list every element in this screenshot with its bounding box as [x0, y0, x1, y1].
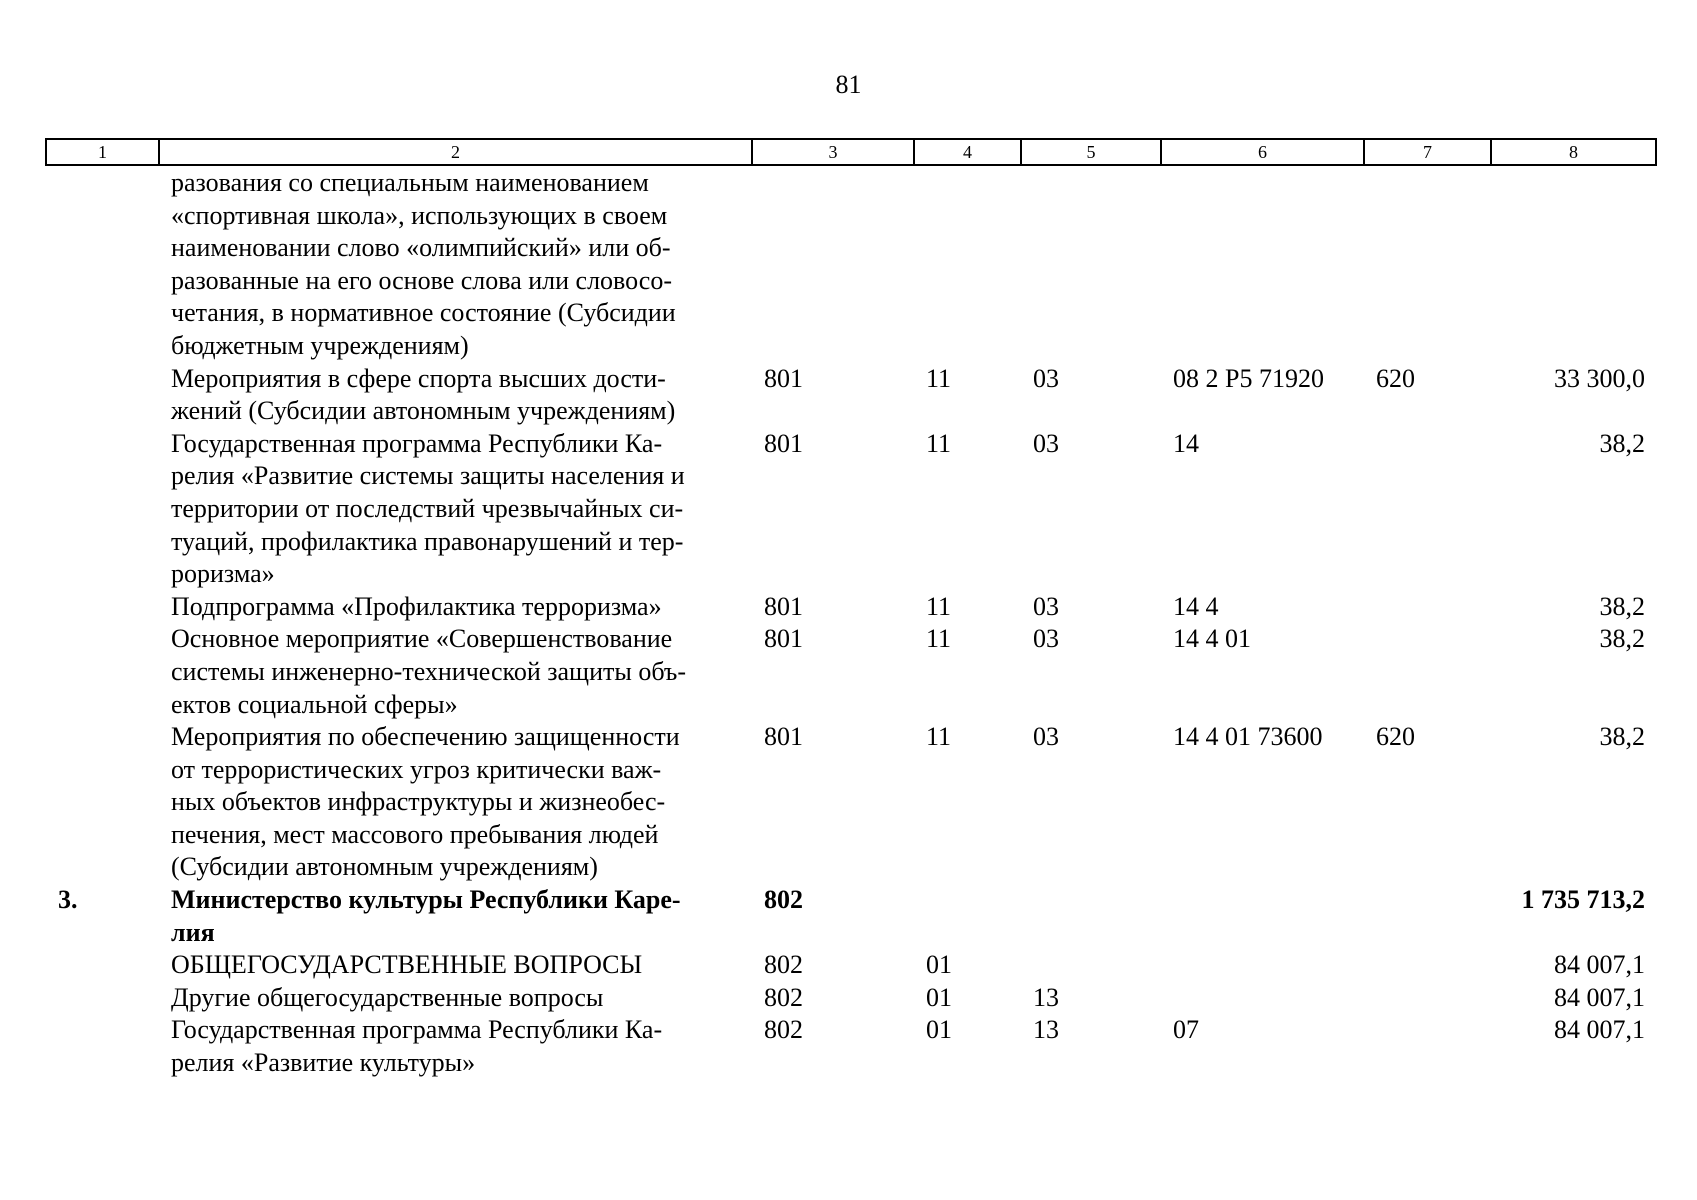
table-row	[46, 363, 1656, 428]
expense-type-cell: 620	[1376, 722, 1415, 752]
column-header-4: 4	[914, 139, 1021, 165]
page-number: 81	[835, 70, 862, 99]
column-header-3: 3	[752, 139, 914, 165]
row-name-cell: Мероприятия по обеспечению защищенности от террористических угроз критически важ- ных объектов инфраструктуры и жизнеобес- печения, мест массового пребывания людей (Субсидии автономным учреждениям)	[171, 722, 680, 882]
section-code-cell: 01	[926, 982, 952, 1012]
row-number-cell	[46, 1014, 159, 1079]
target-article-cell: 14 4 01 73600	[1173, 722, 1323, 752]
ministry-code-cell: 801	[764, 591, 803, 621]
row-name-cell: Другие общегосударственные вопросы	[171, 982, 604, 1012]
table-row	[46, 428, 1656, 591]
ministry-code-cell: 801	[764, 722, 803, 752]
section-code-cell: 11	[926, 624, 952, 654]
subsection-code-cell: 03	[1033, 624, 1059, 654]
ministry-code-cell: 802	[764, 982, 803, 1012]
column-header-7: 7	[1364, 139, 1491, 165]
amount-cell: 84 007,1	[1554, 1015, 1645, 1045]
section-code-cell: 11	[926, 722, 952, 752]
target-article-cell	[1161, 884, 1364, 949]
ministry-code-cell: 802	[764, 950, 803, 980]
target-article-cell: 07	[1173, 1015, 1199, 1045]
column-header-5: 5	[1021, 139, 1161, 165]
section-code-cell: 11	[926, 363, 952, 393]
section-code-cell: 01	[926, 1015, 952, 1045]
table-row	[46, 721, 1656, 884]
section-code-cell: 11	[926, 428, 952, 458]
amount-cell	[1491, 165, 1656, 363]
table-row	[46, 1014, 1656, 1079]
subsection-code-cell: 13	[1033, 982, 1059, 1012]
expense-type-cell	[1364, 165, 1491, 363]
subsection-code-cell	[1021, 949, 1161, 982]
target-article-cell	[1161, 165, 1364, 363]
expense-type-cell	[1364, 428, 1491, 591]
subsection-code-cell: 13	[1033, 1015, 1059, 1045]
column-header-1: 1	[46, 139, 159, 165]
amount-cell: 1 735 713,2	[1521, 885, 1645, 915]
expense-type-cell	[1364, 949, 1491, 982]
row-number-cell	[46, 363, 159, 428]
target-article-cell: 14 4	[1173, 591, 1219, 621]
row-name-cell: ОБЩЕГОСУДАРСТВЕННЫЕ ВОПРОСЫ	[171, 950, 643, 980]
column-header-6: 6	[1161, 139, 1364, 165]
row-number-cell	[46, 949, 159, 982]
table-row	[46, 623, 1656, 721]
row-name-cell: Основное мероприятие «Совершенствование системы инженерно-технической защиты объ- ектов социальной сферы»	[171, 624, 687, 719]
ministry-code-cell	[752, 165, 914, 363]
target-article-cell: 14 4 01	[1173, 624, 1251, 654]
expense-type-cell: 620	[1376, 363, 1415, 393]
amount-cell: 84 007,1	[1554, 982, 1645, 1012]
target-article-cell: 14	[1173, 428, 1199, 458]
amount-cell: 38,2	[1599, 624, 1645, 654]
row-name-cell: разования со специальным наименованием «спортивная школа», использующих в своем наименовании слово «олимпийский» или об- разованные на его основе слова или словосо- четания, в нормативное состояние (Субсидии бюджетным учреждениям)	[171, 168, 676, 360]
subsection-code-cell: 03	[1033, 591, 1059, 621]
ministry-code-cell: 801	[764, 363, 803, 393]
row-number-cell: 3.	[58, 885, 78, 915]
amount-cell: 38,2	[1599, 591, 1645, 621]
table-row	[46, 982, 1656, 1015]
table-row	[46, 165, 1656, 363]
target-article-cell	[1161, 982, 1364, 1015]
ministry-code-cell: 801	[764, 624, 803, 654]
row-name-cell: Мероприятия в сфере спорта высших дости- жений (Субсидии автономным учреждениям)	[171, 363, 676, 426]
amount-cell: 33 300,0	[1554, 363, 1645, 393]
row-name-cell: Министерство культуры Республики Каре- лия	[171, 885, 681, 947]
amount-cell: 38,2	[1599, 722, 1645, 752]
table-header	[46, 139, 1656, 165]
expense-type-cell	[1364, 591, 1491, 624]
subsection-code-cell: 03	[1033, 722, 1059, 752]
row-name-cell: Подпрограмма «Профилактика терроризма»	[171, 591, 662, 621]
section-code-cell: 01	[926, 950, 952, 980]
section-code-cell	[914, 165, 1021, 363]
ministry-code-cell: 802	[764, 885, 803, 915]
row-number-cell	[46, 591, 159, 624]
section-code-cell	[914, 884, 1021, 949]
subsection-code-cell: 03	[1033, 428, 1059, 458]
amount-cell: 38,2	[1599, 428, 1645, 458]
expense-type-cell	[1364, 1014, 1491, 1079]
ministry-code-cell: 802	[764, 1015, 803, 1045]
subsection-code-cell	[1021, 884, 1161, 949]
subsection-code-cell: 03	[1033, 363, 1059, 393]
row-number-cell	[46, 428, 159, 591]
target-article-cell: 08 2 P5 71920	[1173, 363, 1324, 393]
budget-table	[45, 138, 1657, 1080]
column-header-8: 8	[1491, 139, 1656, 165]
table-row	[46, 884, 1656, 949]
row-name-cell: Государственная программа Республики Ка- релия «Развитие системы защиты населения и территории от последствий чрезвычайных си- туаций, профилактика правонарушений и тер- роризма»	[171, 428, 685, 589]
row-number-cell	[46, 623, 159, 721]
section-code-cell: 11	[926, 591, 952, 621]
table-body	[46, 165, 1656, 1080]
target-article-cell	[1161, 949, 1364, 982]
ministry-code-cell: 801	[764, 428, 803, 458]
expense-type-cell	[1364, 982, 1491, 1015]
row-number-cell	[46, 165, 159, 363]
expense-type-cell	[1364, 623, 1491, 721]
row-number-cell	[46, 721, 159, 884]
row-number-cell	[46, 982, 159, 1015]
subsection-code-cell	[1021, 165, 1161, 363]
amount-cell: 84 007,1	[1554, 950, 1645, 980]
column-number-row	[46, 139, 1656, 165]
row-name-cell: Государственная программа Республики Ка- релия «Развитие культуры»	[171, 1015, 663, 1078]
column-header-2: 2	[159, 139, 752, 165]
expense-type-cell	[1364, 884, 1491, 949]
table-row	[46, 591, 1656, 624]
table-row	[46, 949, 1656, 982]
